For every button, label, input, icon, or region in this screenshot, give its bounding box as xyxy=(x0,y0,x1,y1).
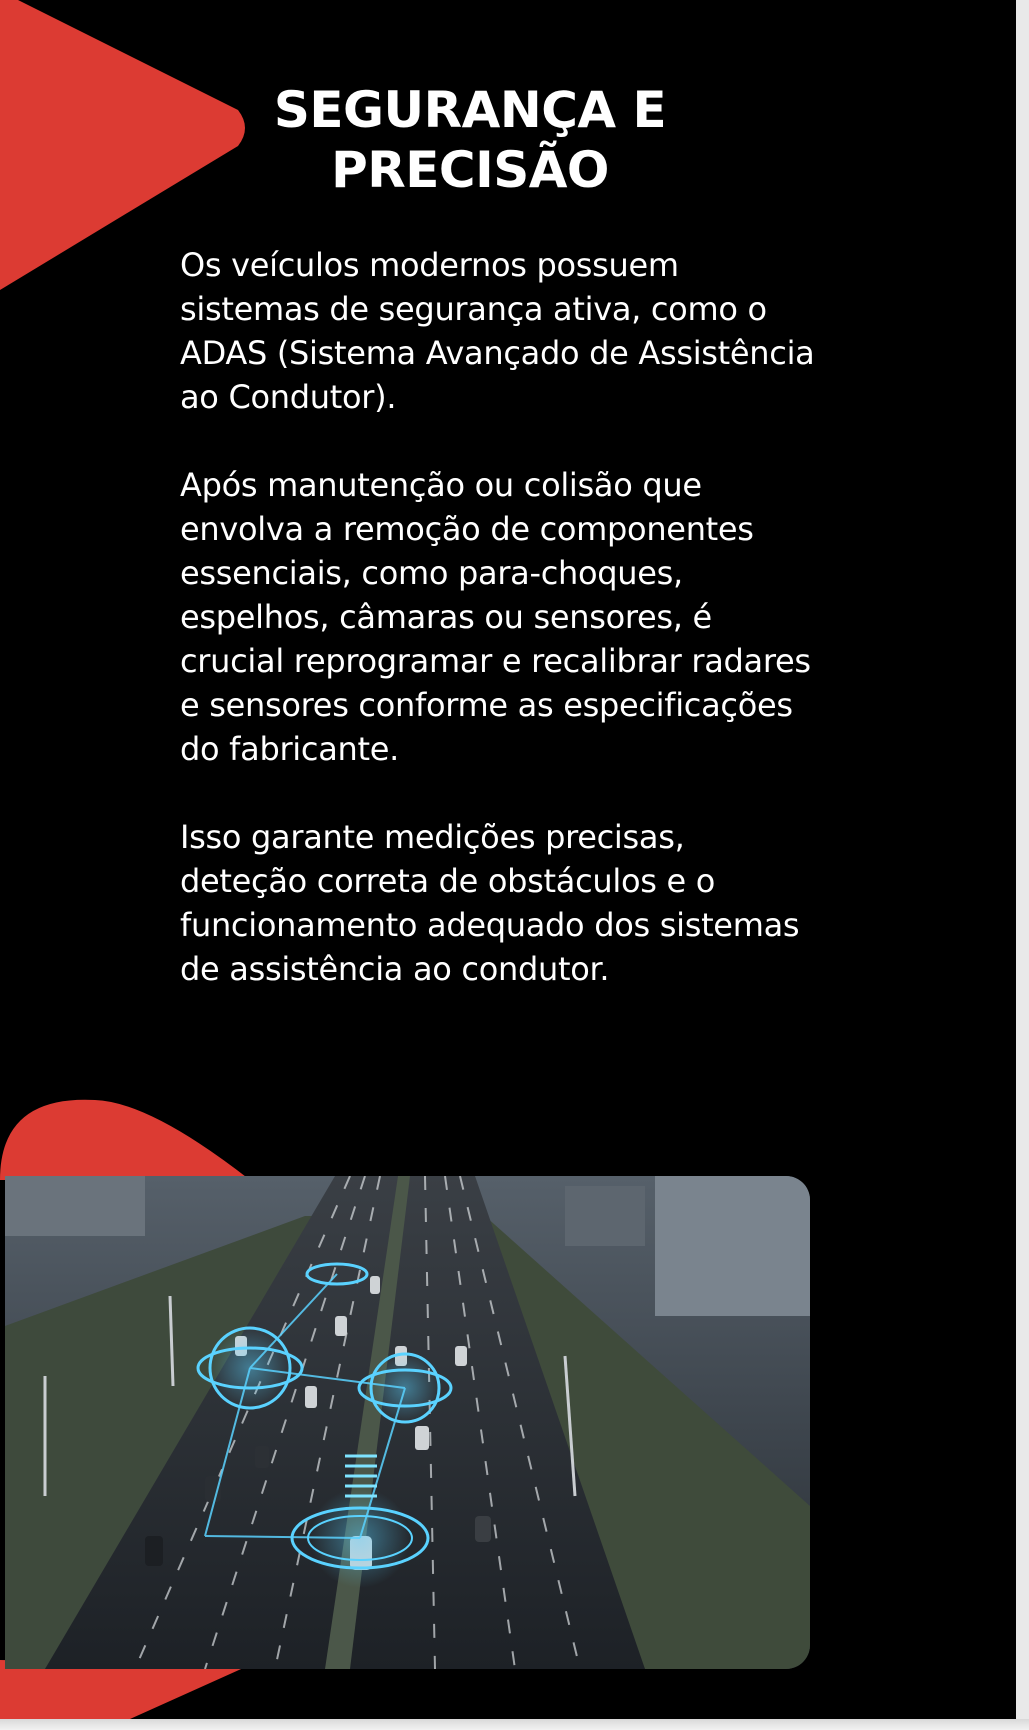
window-edge xyxy=(1016,0,1029,1730)
window-bottom-edge xyxy=(0,1719,1029,1730)
paragraph-benefits: Isso garante medições precisas, deteção correta de obstáculos e o funcionamento adequado dos sistemas de assistência ao condutor. xyxy=(180,818,800,988)
body-text xyxy=(180,243,820,1035)
highway-illustration xyxy=(5,1176,810,1669)
title-line-2: PRECISÃO xyxy=(331,141,609,199)
building xyxy=(5,1176,145,1236)
lower-red-triangle xyxy=(0,1100,250,1180)
paragraph-adas-intro: Os veículos modernos possuem sistemas de segurança ativa, como o ADAS (Sistema Avançado de Assistência ao Condutor). xyxy=(180,246,815,416)
title-line-1: SEGURANÇA E xyxy=(273,81,667,139)
aerial-highway-adas-photo xyxy=(5,1176,810,1669)
page-title xyxy=(210,80,730,200)
building xyxy=(655,1176,810,1316)
paragraph-recalibration: Após manutenção ou colisão que envolva a remoção de componentes essenciais, como para-choques, espelhos, câmaras ou sensores, é crucial reprogramar e recalibrar radares e sensores conforme as especificações do fabricante. xyxy=(180,466,811,768)
building xyxy=(565,1186,645,1246)
